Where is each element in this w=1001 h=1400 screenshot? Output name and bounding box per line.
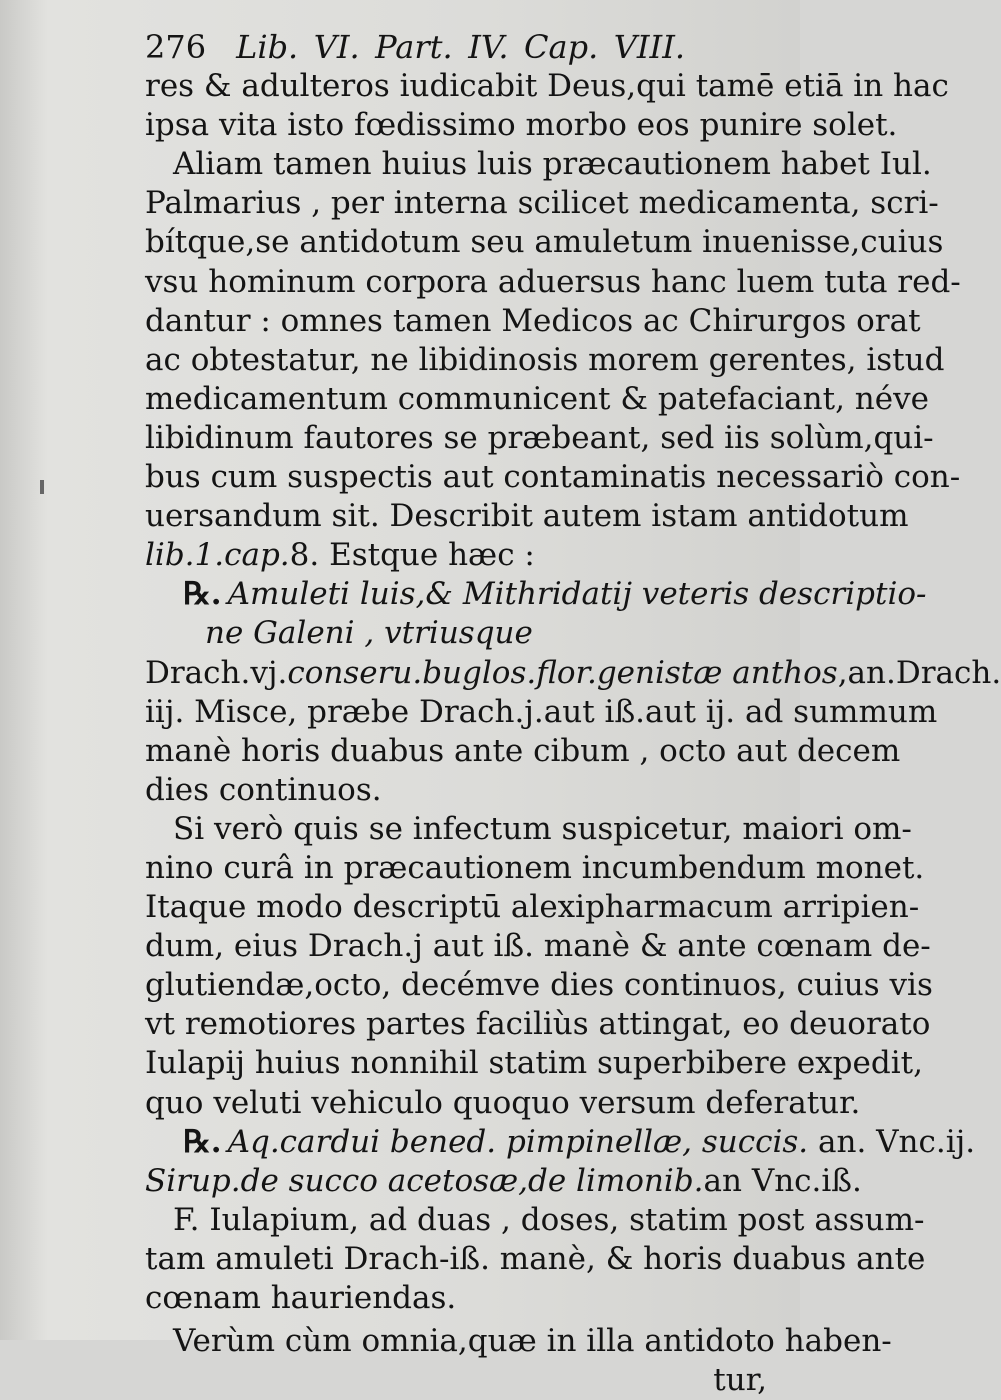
text-line: dum, eius Drach.j aut iß. manè & ante cœnam de-	[145, 928, 931, 965]
recipe-line: Drach.vj.conseru.buglos.flor.genistæ anthos,an.Drach.	[145, 654, 1001, 691]
text-line: res & adulteros iudicabit Deus,qui tamē etiā in hac	[145, 68, 949, 105]
text-line: Palmarius , per interna scilicet medicamenta, scri-	[145, 185, 939, 222]
text-line: ac obtestatur, ne libidinosis morem gerentes, istud	[145, 341, 945, 378]
text-line: lib.1.cap.8. Estque hæc :	[145, 537, 535, 574]
recipe-line: ℞. Aq.cardui bened. pimpinellæ, succis. an. Vnc.ij.	[183, 1123, 976, 1160]
text-line: uersandum sit. Describit autem istam antidotum	[145, 498, 909, 535]
text-line: iij. Misce, præbe Drach.j.aut iß.aut ij. ad summum	[145, 693, 938, 730]
text-block	[145, 28, 1001, 1400]
text-line: dantur : omnes tamen Medicos ac Chirurgos orat	[145, 302, 921, 339]
paragraph-start: F. Iulapium, ad duas , doses, statim post assum-	[173, 1201, 925, 1238]
recipe-line: ℞. Amuleti luis,& Mithridatij veteris descriptio-	[183, 576, 927, 613]
paragraph-start: Si verò quis se infectum suspicetur, maiori om-	[173, 810, 912, 847]
margin-mark	[40, 480, 44, 494]
running-header	[145, 28, 685, 67]
paragraph-start: Aliam tamen huius luis præcautionem habet Iul.	[173, 146, 932, 183]
recipe-symbol: ℞.	[183, 1123, 222, 1160]
running-head: Lib. VI. Part. IV. Cap. VIII.	[236, 28, 685, 66]
paragraph-start: Verùm cùm omnia,quæ in illa antidoto haben-	[173, 1323, 892, 1360]
recipe-line: ne Galeni , vtriusque	[205, 615, 533, 652]
text-line: manè horis duabus ante cibum , octo aut decem	[145, 732, 901, 769]
citation: lib.1.cap.	[145, 537, 290, 574]
text-line: libidinum fautores se præbeant, sed iis solùm,qui-	[145, 419, 934, 456]
text-line: tam amuleti Drach-iß. manè, & horis duabus ante	[145, 1240, 926, 1277]
text-line: quo veluti vehiculo quoquo versum deferatur.	[145, 1084, 861, 1121]
text-line: bítque,se antidotum seu amuletum inuenisse,cuius	[145, 224, 944, 261]
recipe-symbol: ℞.	[183, 576, 222, 613]
page-number: 276	[145, 28, 207, 66]
text-line: vsu hominum corpora aduersus hanc luem tuta red-	[145, 263, 961, 300]
text-line: Iulapij huius nonnihil statim superbibere expedit,	[145, 1045, 923, 1082]
text-line: ipsa vita isto fœdissimo morbo eos punire solet.	[145, 107, 898, 144]
recipe-line: Sirup.de succo acetosæ,de limonib.an Vnc.iß.	[145, 1162, 862, 1199]
text-line: bus cum suspectis aut contaminatis necessariò con-	[145, 459, 961, 496]
text-line: dies continuos.	[145, 771, 382, 808]
text-line: Itaque modo descriptū alexipharmacum arripien-	[145, 889, 920, 926]
catchword: tur,	[713, 1362, 767, 1399]
text-line: nino curâ in præcautionem incumbendum monet.	[145, 849, 925, 886]
text-line: medicamentum communicent & patefaciant, néve	[145, 380, 929, 417]
text-line: vt remotiores partes faciliùs attingat, eo deuorato	[145, 1006, 931, 1043]
text-line: cœnam hauriendas.	[145, 1280, 457, 1316]
text-line: glutiendæ,octo, decémve dies continuos, cuius vis	[145, 967, 933, 1004]
